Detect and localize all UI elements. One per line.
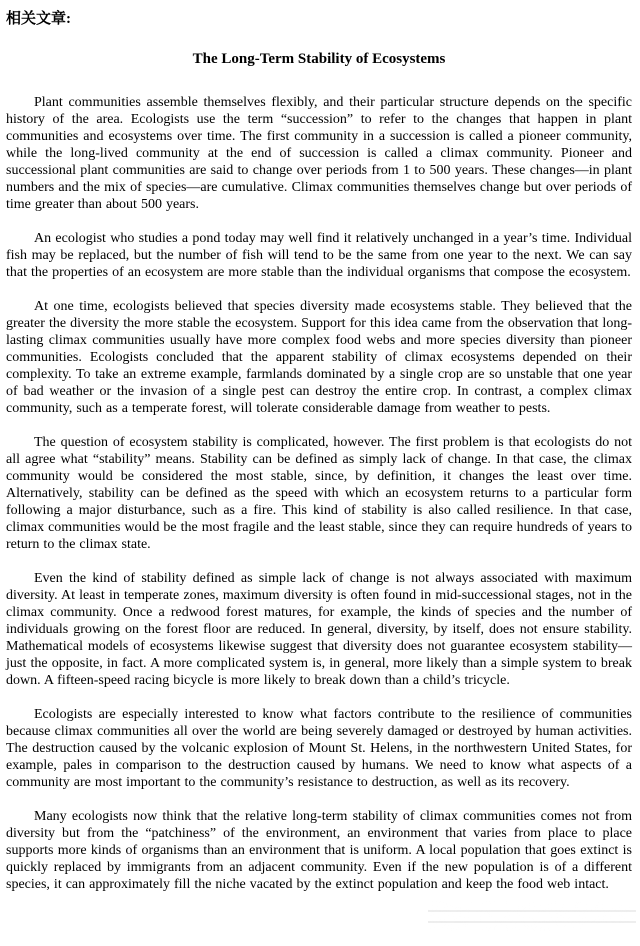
article-paragraph-2: An ecologist who studies a pond today may well find it relatively unchanged in a year’s time. Individual fish may be replaced, but the number of fish will tend to be the same from one year to the next. We can say that the properties of an ecosystem are more stable than the individual organisms that compose the ecosystem.: [6, 231, 632, 280]
watermark-smudge: [428, 901, 636, 931]
article-paragraph-6: Ecologists are especially interested to know what factors contribute to the resilience of communities because climax communities all over the world are being severely damaged or destroyed by human activities. The destruction caused by the volcanic explosion of Mount St. Helens, in the northwestern United States, for example, pales in comparison to the destruction caused by humans. We need to know what aspects of a community are most important to the community’s resistance to destruction, as well as its recovery.: [6, 707, 632, 790]
article-paragraph-4: The question of ecosystem stability is complicated, however. The first problem is that ecologists do not all agree what “stability” means. Stability can be defined as simply lack of change. In that case, the climax community would be considered the most stable, since, by definition, it changes the least over time. Alternatively, stability can be defined as the speed with which an ecosystem returns to a particular form following a major disturbance, such as a fire. This kind of stability is also called resilience. In that case, climax communities would be the most fragile and the least stable, since they can require hundreds of years to return to the climax state.: [6, 435, 632, 552]
article-paragraph-1: Plant communities assemble themselves flexibly, and their particular structure depends on the specific history of the area. Ecologists use the term “succession” to refer to the changes that happen in plant communities and ecosystems over time. The first community in a succession is called a pioneer community, while the long-lived community at the end of succession is called a climax community. Pioneer and successional plant communities are said to change over periods from 1 to 500 years. These changes—in plant numbers and the mix of species—are cumulative. Climax communities themselves change but over periods of time greater than about 500 years.: [6, 95, 632, 212]
article-paragraph-7: Many ecologists now think that the relative long-term stability of climax communities comes not from diversity but from the “patchiness” of the environment, an environment that varies from place to place supports more kinds of organisms than an environment that is uniform. A local population that goes extinct is quickly replaced by immigrants from an adjacent community. Even if the new population is of a different species, it can approximately fill the niche vacated by the extinct population and keep the food web intact.: [6, 809, 632, 892]
article-paragraph-5: Even the kind of stability defined as simple lack of change is not always associated with maximum diversity. At least in temperate zones, maximum diversity is often found in mid-successional stages, not in the climax community. Once a redwood forest matures, for example, the kinds of species and the number of individuals growing on the forest floor are reduced. In general, diversity, by itself, does not ensure stability. Mathematical models of ecosystems likewise suggest that diversity does not guarantee ecosystem stability—just the opposite, in fact. A more complicated system is, in general, more likely than a simple system to break down. A fifteen-speed racing bicycle is more likely to break down than a child’s tricycle.: [6, 571, 632, 688]
article-title: The Long-Term Stability of Ecosystems: [192, 51, 446, 67]
related-articles-label: 相关文章:: [6, 11, 71, 27]
article-paragraph-3: At one time, ecologists believed that species diversity made ecosystems stable. They believed that the greater the diversity the more stable the ecosystem. Support for this idea came from the observation that long-lasting climax communities usually have more complex food webs and more species diversity than pioneer communities. Ecologists concluded that the apparent stability of climax ecosystems depended on their complexity. To take an extreme example, farmlands dominated by a single crop are so unstable that one year of bad weather or the invasion of a single pest can destroy the entire crop. In contrast, a complex climax community, such as a temperate forest, will tolerate considerable damage from weather to pests.: [6, 299, 632, 416]
